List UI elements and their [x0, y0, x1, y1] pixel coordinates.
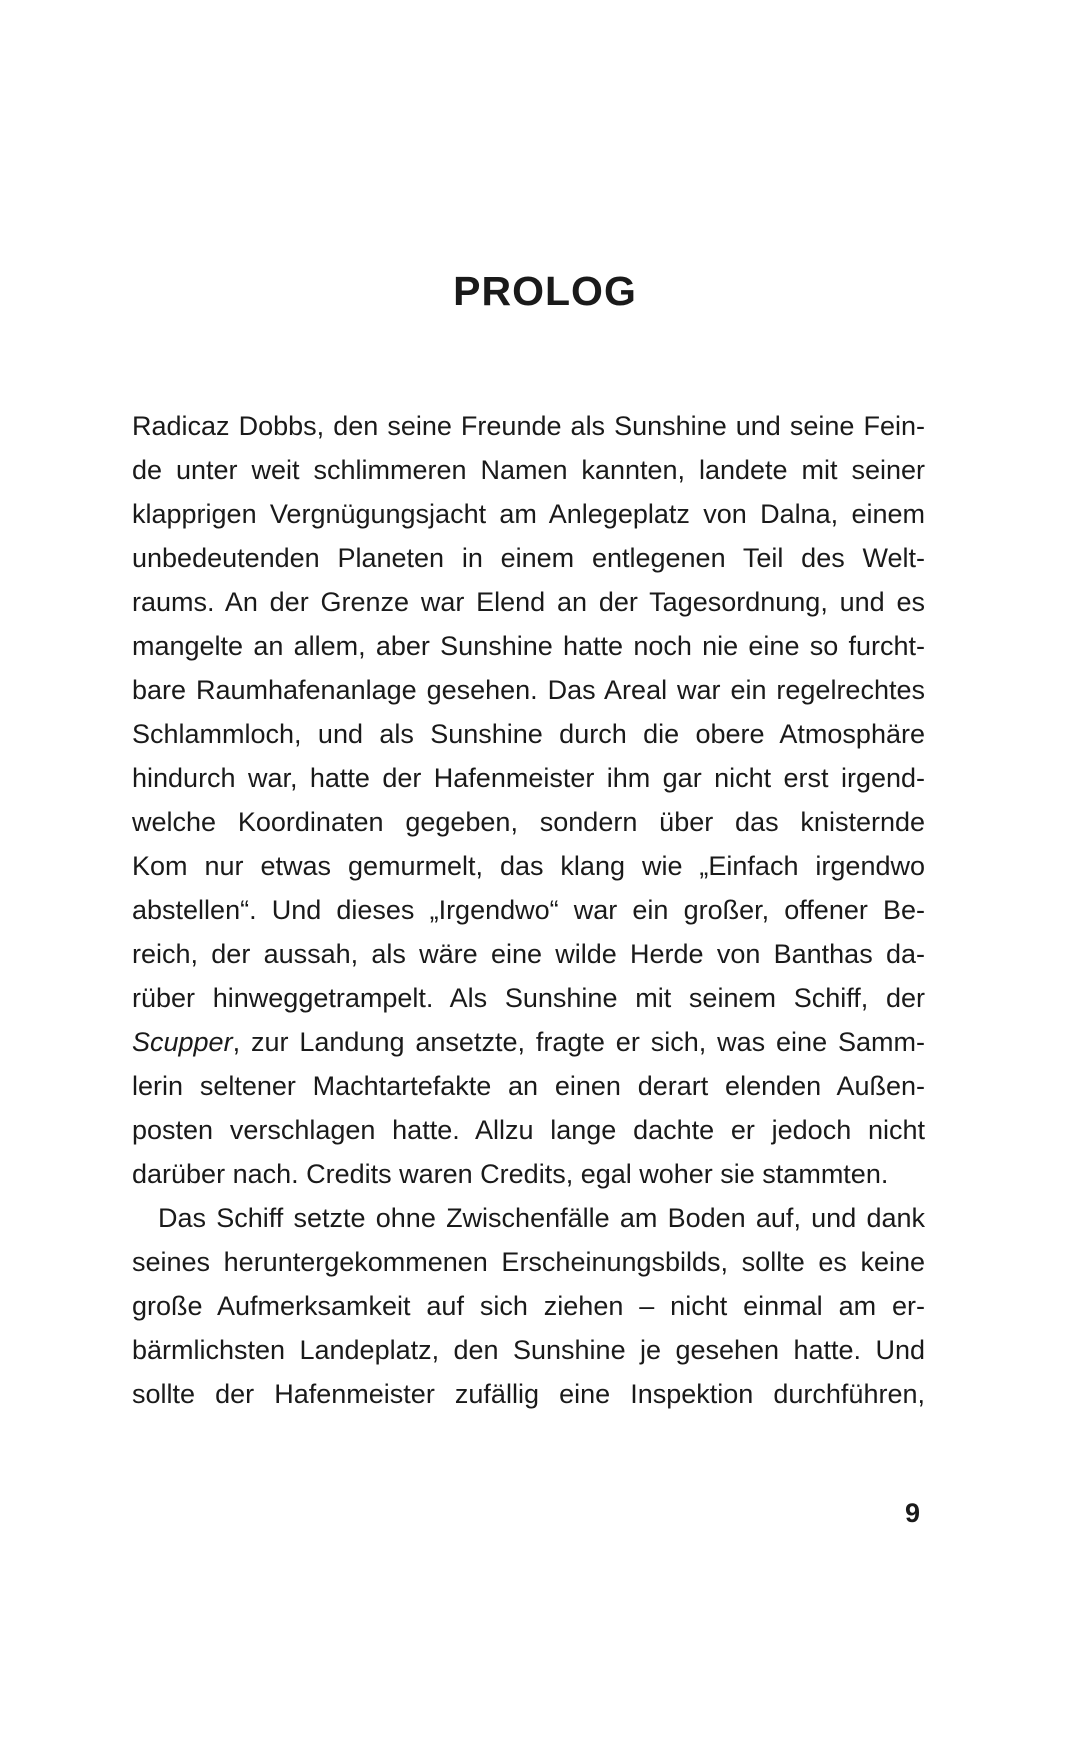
text-line: klapprigen Vergnügungsjacht am Anlegeplatz von Dalna, einem [132, 499, 925, 529]
text-line [132, 1020, 925, 1064]
text-line: mangelte an allem, aber Sunshine hatte noch nie eine so furcht- [132, 631, 925, 661]
text-line: unbedeutenden Planeten in einem entlegenen Teil des Welt- [132, 543, 925, 573]
text-line: Radicaz Dobbs, den seine Freunde als Sunshine und seine Fein- [132, 411, 925, 441]
page-number: 9 [904, 1498, 920, 1528]
text-line: darüber nach. Credits waren Credits, egal woher sie stammten. [132, 1159, 889, 1189]
text-line: sollte der Hafenmeister zufällig eine Inspektion durchführen, [132, 1379, 925, 1409]
text-line: reich, der aussah, als wäre eine wilde Herde von Banthas da- [132, 939, 925, 969]
text-line: de unter weit schlimmeren Namen kannten, landete mit seiner [132, 455, 925, 485]
text-line: Schlammloch, und als Sunshine durch die obere Atmosphäre [132, 719, 925, 749]
text-line: welche Koordinaten gegeben, sondern über das knisternde [132, 807, 925, 837]
text-line: bare Raumhafenanlage gesehen. Das Areal war ein regelrechtes [132, 675, 925, 705]
paragraph-2 [132, 1196, 925, 1416]
text-line-rest: , zur Landung ansetzte, fragte er sich, was eine Samm- [232, 1027, 925, 1057]
text-line: raums. An der Grenze war Elend an der Tagesordnung, und es [132, 587, 925, 617]
text-line: seines heruntergekommenen Erscheinungsbilds, sollte es keine [132, 1247, 925, 1277]
text-line: lerin seltener Machtartefakte an einen derart elenden Außen- [132, 1071, 925, 1101]
paragraph-1 [132, 404, 925, 1196]
text-line: posten verschlagen hatte. Allzu lange dachte er jedoch nicht [132, 1115, 925, 1145]
chapter-title: PROLOG [453, 268, 637, 314]
text-line: rüber hinweggetrampelt. Als Sunshine mit seinem Schiff, der [132, 983, 925, 1013]
body-text [132, 404, 925, 1416]
text-line: abstellen“. Und dieses „Irgendwo“ war ein großer, offener Be- [132, 895, 925, 925]
text-line: große Aufmerksamkeit auf sich ziehen – nicht einmal am er- [132, 1291, 925, 1321]
text-line: Kom nur etwas gemurmelt, das klang wie „Einfach irgendwo [132, 851, 925, 881]
text-line: bärmlichsten Landeplatz, den Sunshine je gesehen hatte. Und [132, 1335, 925, 1365]
ship-name: Scupper [132, 1027, 233, 1057]
text-line: hindurch war, hatte der Hafenmeister ihm gar nicht erst irgend- [132, 763, 925, 793]
text-line: Das Schiff setzte ohne Zwischenfälle am Boden auf, und dank [158, 1203, 925, 1233]
